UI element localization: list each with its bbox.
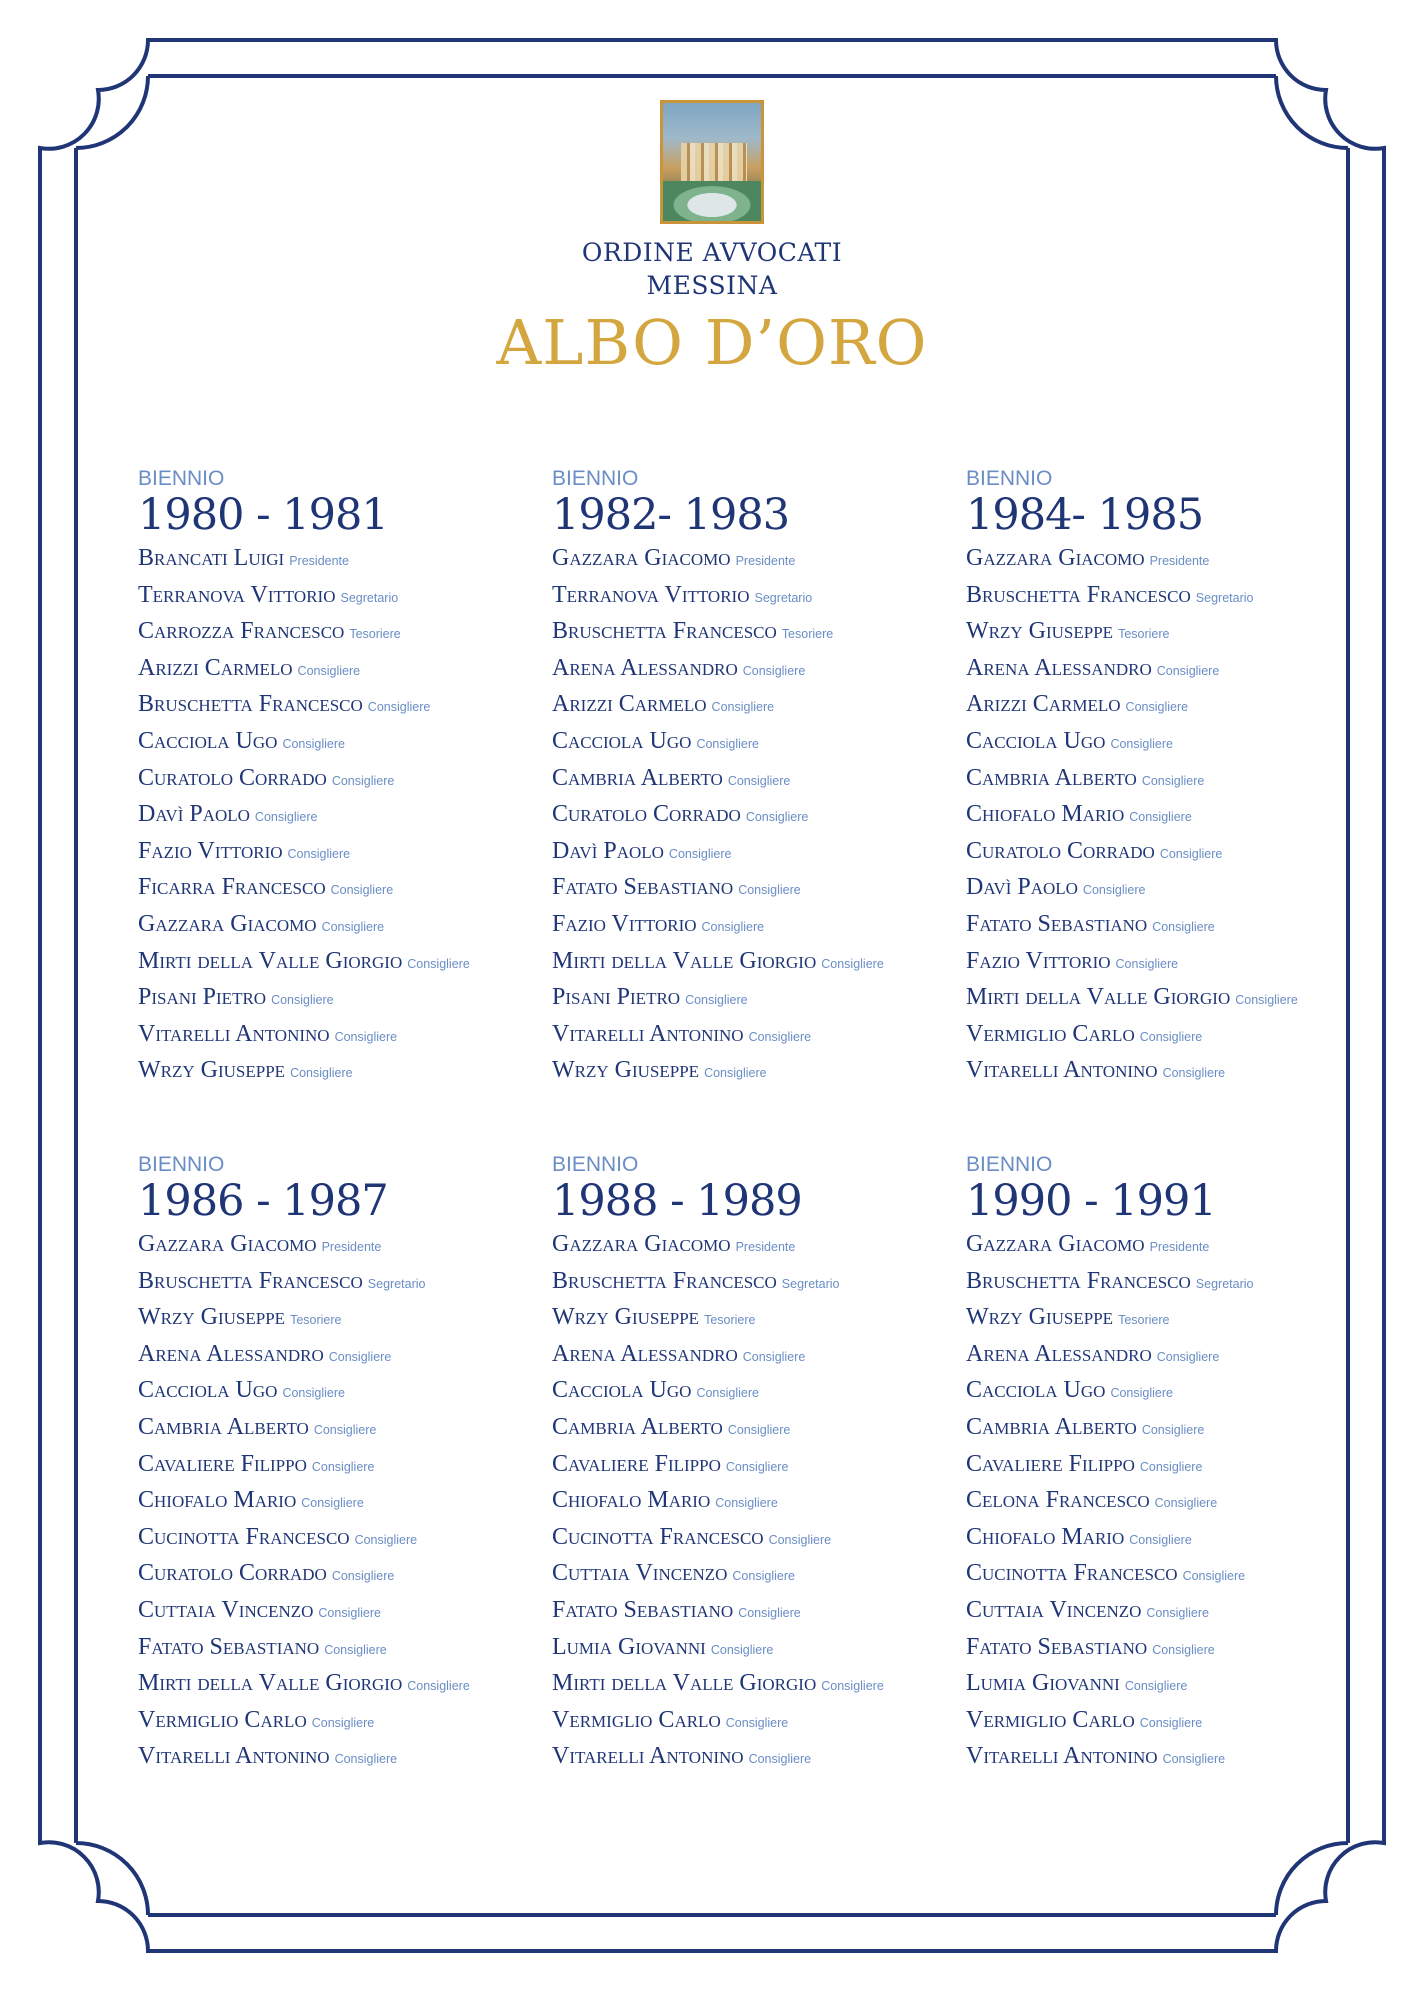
member-name: Pisani Pietro	[552, 984, 681, 1011]
member-name: Bruschetta Francesco	[966, 581, 1191, 608]
member-role: Presidente	[1149, 1240, 1210, 1254]
member-role: Consigliere	[821, 1679, 884, 1694]
member-role: Consigliere	[318, 1605, 381, 1620]
member-name: Terranova Vittorio	[552, 581, 750, 608]
member-name: Vitarelli Antonino	[966, 1057, 1158, 1084]
member-name: Wrzy Giuseppe	[138, 1057, 286, 1084]
member-row	[552, 981, 952, 1018]
member-name: Lumia Giovanni	[552, 1633, 706, 1660]
member-row	[138, 908, 538, 945]
member-role: Consigliere	[301, 1496, 364, 1511]
member-role: Consigliere	[313, 1422, 377, 1437]
member-row	[552, 1521, 952, 1558]
member-row	[966, 835, 1366, 872]
member-role: Consigliere	[715, 1496, 778, 1511]
member-role: Consigliere	[748, 1029, 812, 1044]
member-row	[966, 1018, 1366, 1055]
member-row	[138, 835, 538, 872]
member-row	[138, 1374, 538, 1411]
member-row	[552, 1667, 952, 1704]
member-name: Cavaliere Filippo	[966, 1450, 1135, 1477]
member-role: Consigliere	[254, 810, 318, 825]
term-years: 1980 - 1981	[138, 490, 388, 540]
member-name: Bruschetta Francesco	[138, 1267, 363, 1294]
page-header	[0, 100, 1424, 380]
member-role: Consigliere	[330, 883, 394, 898]
member-role: Consigliere	[1141, 773, 1205, 788]
member-role: Consigliere	[282, 1386, 345, 1401]
member-name: Arizzi Carmelo	[552, 691, 707, 718]
coat-of-arms-mosaic	[660, 100, 764, 224]
member-row	[552, 579, 952, 616]
member-role: Consigliere	[768, 1532, 832, 1547]
member-row	[552, 1594, 952, 1631]
member-row	[966, 1594, 1366, 1631]
member-name: Cuttaia Vincenzo	[138, 1596, 314, 1623]
member-row	[966, 1704, 1366, 1741]
member-name: Ficarra Francesco	[138, 874, 326, 901]
member-role: Consigliere	[1154, 1496, 1218, 1511]
member-name: Cambria Alberto	[966, 764, 1137, 791]
member-row	[552, 1018, 952, 1055]
member-row	[966, 1557, 1366, 1594]
member-role: Consigliere	[1110, 736, 1173, 751]
member-role: Consigliere	[1156, 663, 1220, 678]
member-role: Consigliere	[1146, 1605, 1209, 1620]
member-name: Cuttaia Vincenzo	[552, 1560, 728, 1587]
member-role: Consigliere	[1156, 1349, 1220, 1364]
member-row	[966, 1448, 1366, 1485]
member-role: Consigliere	[1139, 1715, 1203, 1730]
member-role: Consigliere	[668, 846, 732, 861]
member-row	[138, 542, 538, 579]
member-role: Segretario	[1195, 1276, 1254, 1291]
member-name: Arena Alessandro	[552, 1340, 738, 1367]
member-role: Consigliere	[1182, 1569, 1246, 1584]
member-row	[138, 1594, 538, 1631]
member-role: Segretario	[754, 590, 813, 605]
member-name: Vermiglio Carlo	[966, 1020, 1135, 1047]
member-name: Chiofalo Mario	[966, 1523, 1125, 1550]
member-name: Celona Francesco	[966, 1487, 1150, 1514]
member-role: Consigliere	[271, 993, 334, 1008]
member-row	[552, 835, 952, 872]
member-role: Consigliere	[297, 663, 361, 678]
member-name: Fatato Sebastiano	[552, 1596, 734, 1623]
member-role: Tesoriere	[349, 627, 401, 642]
member-name: Curatolo Corrado	[138, 1560, 327, 1587]
member-name: Brancati Luigi	[138, 545, 285, 571]
term-block	[138, 468, 538, 1091]
member-role: Tesoriere	[290, 1313, 342, 1328]
member-row	[552, 1448, 952, 1485]
member-row	[966, 798, 1366, 835]
member-role: Consigliere	[311, 1715, 375, 1730]
member-name: Wrzy Giuseppe	[552, 1057, 700, 1084]
member-role: Consigliere	[727, 1422, 791, 1437]
member-name: Cacciola Ugo	[138, 1377, 278, 1404]
member-row	[552, 1740, 952, 1777]
member-name: Vitarelli Antonino	[552, 1743, 744, 1770]
member-name: Carrozza Francesco	[138, 618, 345, 645]
member-row	[138, 945, 538, 982]
member-name: Arizzi Carmelo	[966, 691, 1121, 718]
member-role: Consigliere	[1152, 919, 1215, 934]
member-name: Mirti della Valle Giorgio	[552, 947, 817, 974]
member-name: Gazzara Giacomo	[138, 910, 317, 937]
member-row	[966, 1667, 1366, 1704]
member-name: Cacciola Ugo	[966, 727, 1106, 754]
member-row	[966, 542, 1366, 579]
member-name: Gazzara Giacomo	[966, 1231, 1145, 1257]
term-years: 1984- 1985	[966, 490, 1204, 540]
member-row	[138, 1557, 538, 1594]
member-role: Consigliere	[1115, 956, 1179, 971]
member-name: Cambria Alberto	[138, 1413, 309, 1440]
member-role: Consigliere	[1139, 1029, 1203, 1044]
member-row	[966, 1411, 1366, 1448]
member-name: Cuttaia Vincenzo	[966, 1596, 1142, 1623]
member-row	[138, 1338, 538, 1375]
member-row	[966, 762, 1366, 799]
member-name: Wrzy Giuseppe	[552, 1304, 700, 1331]
member-name: Vermiglio Carlo	[552, 1706, 721, 1733]
member-name: Gazzara Giacomo	[552, 1231, 731, 1257]
member-name: Cacciola Ugo	[552, 1377, 692, 1404]
member-role: Consigliere	[725, 1715, 789, 1730]
member-role: Consigliere	[328, 1349, 392, 1364]
term-block	[552, 1154, 952, 1777]
member-name: Fatato Sebastiano	[552, 874, 734, 901]
member-row	[552, 688, 952, 725]
member-row	[966, 1740, 1366, 1777]
member-row	[966, 579, 1366, 616]
member-name: Curatolo Corrado	[138, 764, 327, 791]
member-row	[966, 1301, 1366, 1338]
member-role: Consigliere	[1162, 1752, 1226, 1767]
member-row	[138, 871, 538, 908]
member-name: Wrzy Giuseppe	[138, 1304, 286, 1331]
member-row	[552, 542, 952, 579]
member-name: Arena Alessandro	[138, 1340, 324, 1367]
member-name: Vermiglio Carlo	[138, 1706, 307, 1733]
member-role: Consigliere	[821, 956, 884, 971]
member-row	[138, 1631, 538, 1668]
member-name: Pisani Pietro	[138, 984, 267, 1011]
term-label: BIENNIO	[552, 1153, 639, 1176]
member-name: Cacciola Ugo	[966, 1377, 1106, 1404]
member-row	[966, 688, 1366, 725]
member-row	[552, 908, 952, 945]
member-row	[552, 615, 952, 652]
member-row	[138, 1018, 538, 1055]
member-row	[966, 1054, 1366, 1091]
member-role: Consigliere	[725, 1459, 789, 1474]
member-row	[138, 1448, 538, 1485]
term-label: BIENNIO	[966, 1153, 1053, 1176]
member-name: Gazzara Giacomo	[552, 545, 731, 571]
member-row	[552, 1631, 952, 1668]
member-role: Consigliere	[321, 919, 385, 934]
member-row	[138, 1054, 538, 1091]
member-role: Consigliere	[334, 1752, 398, 1767]
member-name: Chiofalo Mario	[138, 1487, 297, 1514]
member-name: Chiofalo Mario	[966, 801, 1125, 828]
member-row	[966, 1484, 1366, 1521]
member-role: Consigliere	[748, 1752, 812, 1767]
member-role: Consigliere	[701, 919, 765, 934]
member-row	[138, 1301, 538, 1338]
member-name: Arena Alessandro	[966, 654, 1152, 681]
organization-name	[0, 236, 1424, 302]
member-role: Tesoriere	[704, 1313, 756, 1328]
member-role: Segretario	[781, 1276, 840, 1291]
member-row	[552, 945, 952, 982]
member-row	[138, 1667, 538, 1704]
member-row	[138, 1704, 538, 1741]
member-role: Consigliere	[704, 1066, 767, 1081]
member-name: Fazio Vittorio	[138, 837, 283, 864]
page-title: ALBO D’ORO	[496, 306, 928, 379]
term-years: 1988 - 1989	[552, 1176, 802, 1226]
member-row	[552, 1054, 952, 1091]
member-role: Consigliere	[738, 1605, 801, 1620]
member-name: Fazio Vittorio	[966, 947, 1111, 974]
member-role: Presidente	[1149, 554, 1210, 568]
member-row	[138, 762, 538, 799]
member-name: Cucinotta Francesco	[552, 1523, 764, 1550]
member-row	[138, 798, 538, 835]
member-role: Consigliere	[1110, 1386, 1173, 1401]
member-row	[138, 1521, 538, 1558]
member-role: Tesoriere	[1118, 627, 1170, 642]
member-role: Consigliere	[331, 773, 395, 788]
member-name: Cambria Alberto	[966, 1413, 1137, 1440]
member-role: Consigliere	[742, 1349, 806, 1364]
member-row	[552, 725, 952, 762]
member-row	[138, 981, 538, 1018]
member-row	[552, 1338, 952, 1375]
member-role: Consigliere	[1139, 1459, 1203, 1474]
member-row	[552, 1411, 952, 1448]
member-role: Presidente	[321, 1240, 382, 1254]
member-row	[966, 908, 1366, 945]
member-name: Gazzara Giacomo	[138, 1231, 317, 1257]
member-role: Consigliere	[710, 1642, 774, 1657]
member-name: Cucinotta Francesco	[966, 1560, 1178, 1587]
member-role: Consigliere	[727, 773, 791, 788]
member-name: Cambria Alberto	[552, 1413, 723, 1440]
member-name: Vitarelli Antonino	[552, 1020, 744, 1047]
member-role: Consigliere	[1129, 1532, 1192, 1547]
member-role: Consigliere	[732, 1569, 795, 1584]
term-block	[138, 1154, 538, 1777]
member-role: Consigliere	[1082, 883, 1146, 898]
member-role: Consigliere	[407, 956, 470, 971]
member-row	[138, 1228, 538, 1265]
member-row	[552, 652, 952, 689]
member-name: Vermiglio Carlo	[966, 1706, 1135, 1733]
member-name: Vitarelli Antonino	[138, 1020, 330, 1047]
member-name: Arena Alessandro	[966, 1340, 1152, 1367]
member-role: Consigliere	[1125, 700, 1189, 715]
member-row	[966, 945, 1366, 982]
member-row	[138, 652, 538, 689]
member-name: Bruschetta Francesco	[552, 618, 777, 645]
member-row	[552, 1484, 952, 1521]
member-row	[552, 1557, 952, 1594]
member-row	[552, 1374, 952, 1411]
member-role: Consigliere	[745, 810, 809, 825]
member-role: Consigliere	[282, 736, 345, 751]
member-name: Wrzy Giuseppe	[966, 618, 1114, 645]
term-years: 1982- 1983	[552, 490, 790, 540]
member-name: Arizzi Carmelo	[138, 654, 293, 681]
member-row	[138, 1265, 538, 1302]
member-row	[966, 871, 1366, 908]
member-row	[966, 652, 1366, 689]
member-row	[552, 1228, 952, 1265]
term-label: BIENNIO	[966, 467, 1053, 490]
member-row	[966, 1521, 1366, 1558]
member-role: Consigliere	[287, 846, 351, 861]
member-role: Consigliere	[311, 1459, 375, 1474]
member-role: Consigliere	[696, 736, 759, 751]
term-label: BIENNIO	[552, 467, 639, 490]
member-role: Consigliere	[738, 883, 801, 898]
member-row	[138, 1411, 538, 1448]
term-years: 1986 - 1987	[138, 1176, 388, 1226]
member-role: Consigliere	[742, 663, 806, 678]
member-row	[138, 688, 538, 725]
member-row	[552, 762, 952, 799]
member-name: Arena Alessandro	[552, 654, 738, 681]
member-name: Lumia Giovanni	[966, 1670, 1120, 1697]
term-label: BIENNIO	[138, 1153, 225, 1176]
member-name: Mirti della Valle Giorgio	[552, 1670, 817, 1697]
member-role: Consigliere	[685, 993, 748, 1008]
member-row	[138, 1740, 538, 1777]
member-role: Consigliere	[1129, 810, 1192, 825]
member-role: Consigliere	[290, 1066, 353, 1081]
member-role: Consigliere	[354, 1532, 418, 1547]
member-role: Consigliere	[324, 1642, 387, 1657]
member-role: Consigliere	[1235, 993, 1298, 1008]
member-role: Segretario	[367, 1276, 426, 1291]
member-row	[966, 1265, 1366, 1302]
member-name: Vitarelli Antonino	[138, 1743, 330, 1770]
member-name: Gazzara Giacomo	[966, 545, 1145, 571]
member-row	[138, 615, 538, 652]
member-name: Fatato Sebastiano	[966, 1633, 1148, 1660]
term-block	[552, 468, 952, 1091]
member-role: Consigliere	[696, 1386, 759, 1401]
member-name: Mirti della Valle Giorgio	[138, 947, 403, 974]
member-name: Davì Paolo	[552, 837, 664, 864]
term-years: 1990 - 1991	[966, 1176, 1216, 1226]
member-role: Consigliere	[334, 1029, 398, 1044]
member-row	[966, 1338, 1366, 1375]
member-role: Consigliere	[1141, 1422, 1205, 1437]
member-role: Presidente	[735, 1240, 796, 1254]
member-name: Terranova Vittorio	[138, 581, 336, 608]
member-row	[552, 1704, 952, 1741]
member-row	[966, 1228, 1366, 1265]
term-block	[966, 468, 1366, 1091]
member-name: Davì Paolo	[138, 801, 250, 828]
member-name: Davì Paolo	[966, 874, 1078, 901]
member-name: Mirti della Valle Giorgio	[966, 984, 1231, 1011]
member-name: Fazio Vittorio	[552, 910, 697, 937]
member-role: Segretario	[1195, 590, 1254, 605]
member-name: Cavaliere Filippo	[138, 1450, 307, 1477]
organization-line-2: MESSINA	[646, 271, 778, 300]
member-role: Presidente	[289, 554, 349, 568]
member-name: Fatato Sebastiano	[138, 1633, 320, 1660]
member-name: Fatato Sebastiano	[966, 910, 1148, 937]
member-row	[966, 725, 1366, 762]
member-name: Bruschetta Francesco	[966, 1267, 1191, 1294]
member-role: Consigliere	[407, 1679, 470, 1694]
member-row	[552, 871, 952, 908]
member-row	[966, 615, 1366, 652]
member-role: Consigliere	[1152, 1642, 1215, 1657]
member-role: Tesoriere	[1118, 1313, 1170, 1328]
member-row	[552, 1265, 952, 1302]
member-role: Consigliere	[1159, 846, 1223, 861]
member-row	[552, 1301, 952, 1338]
member-name: Cacciola Ugo	[138, 727, 278, 754]
member-role: Segretario	[340, 590, 399, 605]
member-name: Cacciola Ugo	[552, 727, 692, 754]
member-name: Bruschetta Francesco	[138, 691, 363, 718]
member-role: Tesoriere	[781, 627, 834, 642]
member-row	[966, 981, 1366, 1018]
member-name: Vitarelli Antonino	[966, 1743, 1158, 1770]
member-name: Cucinotta Francesco	[138, 1523, 350, 1550]
member-role: Consigliere	[1162, 1066, 1226, 1081]
member-role: Consigliere	[331, 1569, 395, 1584]
member-name: Cavaliere Filippo	[552, 1450, 721, 1477]
member-row	[138, 725, 538, 762]
organization-line-1: ORDINE AVVOCATI	[581, 238, 843, 267]
member-name: Chiofalo Mario	[552, 1487, 711, 1514]
member-name: Cambria Alberto	[552, 764, 723, 791]
member-role: Consigliere	[367, 700, 431, 715]
member-name: Curatolo Corrado	[966, 837, 1155, 864]
member-row	[138, 1484, 538, 1521]
member-role: Consigliere	[1124, 1679, 1188, 1694]
member-row	[966, 1374, 1366, 1411]
term-block	[966, 1154, 1366, 1777]
member-row	[966, 1631, 1366, 1668]
member-role: Consigliere	[711, 700, 775, 715]
member-name: Curatolo Corrado	[552, 801, 741, 828]
member-name: Wrzy Giuseppe	[966, 1304, 1114, 1331]
term-label: BIENNIO	[138, 467, 225, 490]
member-name: Bruschetta Francesco	[552, 1267, 777, 1294]
member-row	[552, 798, 952, 835]
member-role: Presidente	[735, 554, 796, 568]
member-row	[138, 579, 538, 616]
member-name: Mirti della Valle Giorgio	[138, 1670, 403, 1697]
